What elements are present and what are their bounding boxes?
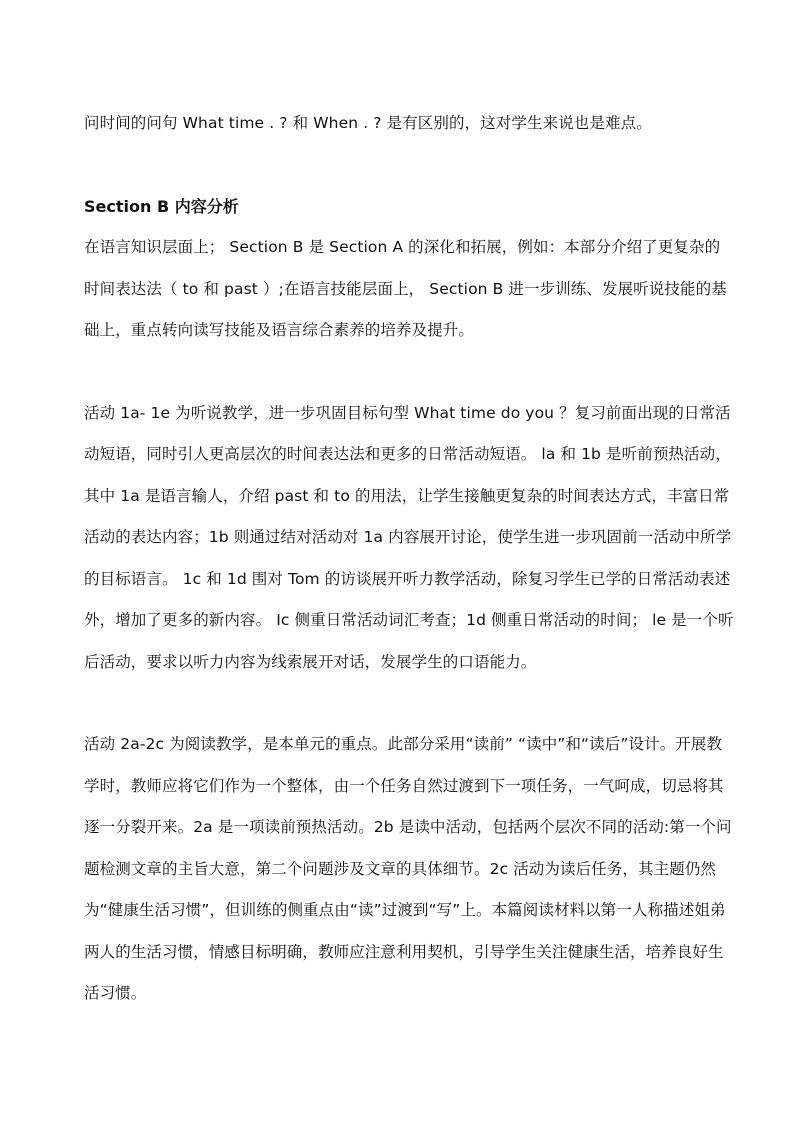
intro-paragraph: 问时间的问句 What time . ? 和 When . ? 是有区别的，这对学生来说也是难点。	[84, 114, 652, 132]
section-b-heading: Section B 内容分析	[84, 196, 239, 216]
spacer	[84, 683, 734, 724]
section-b-paragraph: 在语言知识层面上； Section B 是 Section A 的深化和拓展，例如：本部分介绍了更复杂的时间表达法（ to 和 past ）;在语言技能层面上， Section B 进一步训练、发展听说技能的基础上，重点转向读写技能及语言综合素养的培养及提升。	[84, 238, 727, 339]
spacer	[84, 352, 734, 393]
spacer	[84, 145, 734, 186]
activity-1-paragraph: 活动 1a- 1e 为听说教学，进一步巩固目标句型 What time do you ？复习前面出现的日常活动短语，同时引人更高层次的时间表达法和更多的日常活动短语。 la 和 1b 是听前预热活动，其中 1a 是语言输人，介绍 past 和 to 的用法，让学生接触更复杂的时间表达方式，丰富日常活动的表达内容；1b 则通过结对活动对 1a 内容展开讨论，使学生进一步巩固前一活动中所学的目标语言。 1c 和 1d 围对 Tom 的访谈展开听力教学活动，除复习学生已学的日常活动表述外，增加了更多的新内容。 Ic 侧重日常活动词汇考查；1d 侧重日常活动的时间； le 是一个听后活动，要求以听力内容为线索展开对话，发展学生的口语能力。	[84, 403, 734, 671]
document-body	[84, 103, 734, 1015]
activity-2-paragraph: 活动 2a-2c 为阅读教学，是本单元的重点。此部分采用“读前” “读中”和“读后”设计。开展教学时，教师应将它们作为一个整体，由一个任务自然过渡到下一项任务，一气呵成，切忌将其逐一分裂开来。2a 是一项读前预热活动。2b 是读中活动，包括两个层次不同的活动:第一个问题检测文章的主旨大意，第二个问题涉及文章的具体细节。2c 活动为读后任务，其主题仍然为“健康生活习惯”，但训练的侧重点由“读”过渡到“写”上。本篇阅读材料以第一人称描述姐弟两人的生活习惯，情感目标明确，教师应注意利用契机，引导学生关注健康生活，培养良好生活习惯。	[84, 735, 732, 1002]
